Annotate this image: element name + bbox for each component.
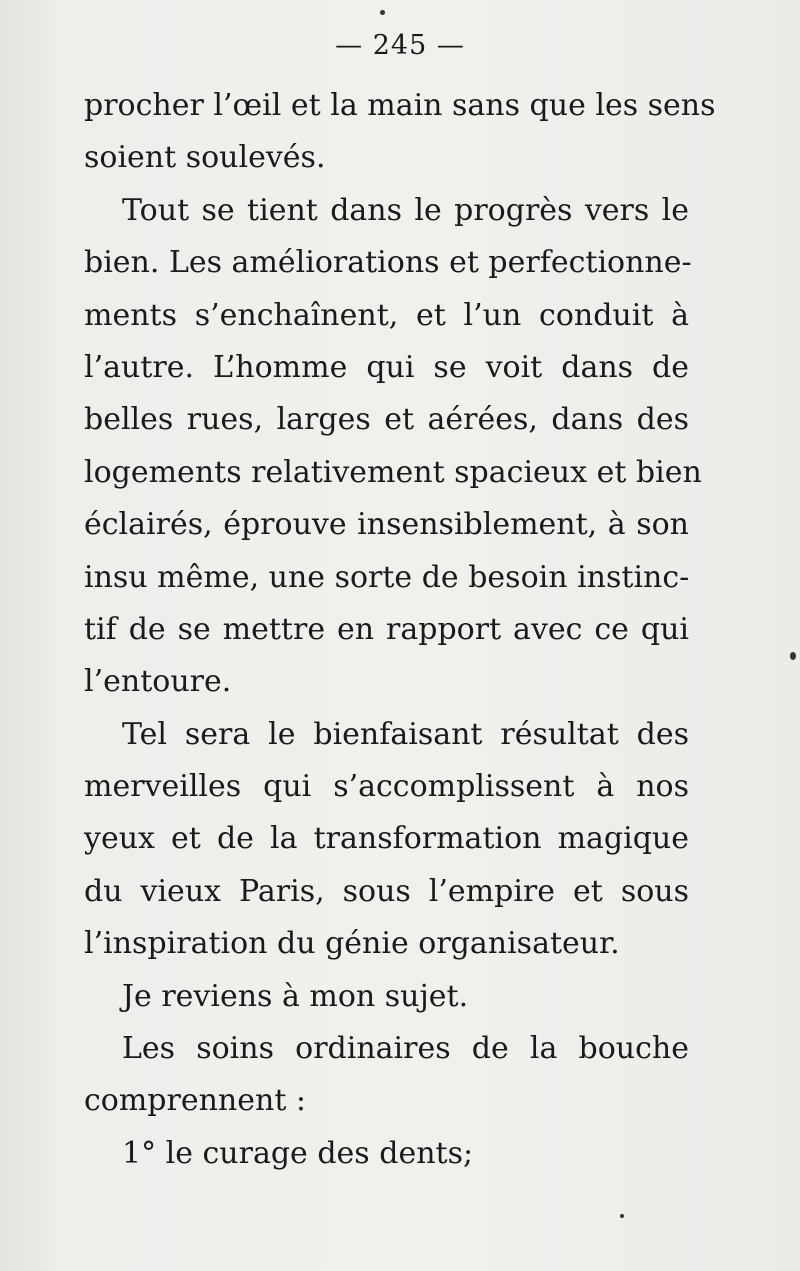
text-line: ments s’enchaînent, et l’un conduit à	[84, 297, 689, 333]
text-line: bien. Les améliorations et perfectionne-	[84, 245, 692, 281]
text-line: comprennent :	[84, 1083, 307, 1119]
text-line: Les soins ordinaires de la bouche	[122, 1031, 689, 1067]
text-line: Tel sera le bienfaisant résultat des	[122, 716, 689, 752]
print-speck	[620, 1214, 624, 1218]
text-line: Je reviens à mon sujet.	[122, 978, 469, 1014]
text-line: 1° le curage des dents;	[122, 1135, 474, 1171]
text-line: Tout se tient dans le progrès vers le	[122, 192, 689, 228]
text-line: l’entoure.	[84, 664, 232, 700]
text-line: insu même, une sorte de besoin instinc-	[84, 559, 690, 595]
text-line: l’autre. L’homme qui se voit dans de	[84, 349, 689, 385]
text-line: tif de se mettre en rapport avec ce qui	[84, 611, 689, 647]
text-line: belles rues, larges et aérées, dans des	[84, 402, 689, 438]
text-line: logements relativement spacieux et bien	[84, 454, 702, 490]
text-line: du vieux Paris, sous l’empire et sous	[84, 873, 689, 909]
body-text	[84, 80, 716, 1180]
text-line: éclairés, éprouve insensiblement, à son	[84, 507, 689, 543]
text-line: soient soulevés.	[84, 140, 326, 176]
page-number: — 245 —	[335, 30, 465, 61]
text-line: l’inspiration du génie organisateur.	[84, 926, 620, 962]
text-line: yeux et de la transformation magique	[84, 821, 689, 857]
text-line: merveilles qui s’accomplissent à nos	[84, 769, 689, 805]
print-speck	[790, 652, 796, 660]
print-speck	[380, 10, 385, 15]
text-line: procher l’œil et la main sans que les sens	[84, 88, 716, 123]
